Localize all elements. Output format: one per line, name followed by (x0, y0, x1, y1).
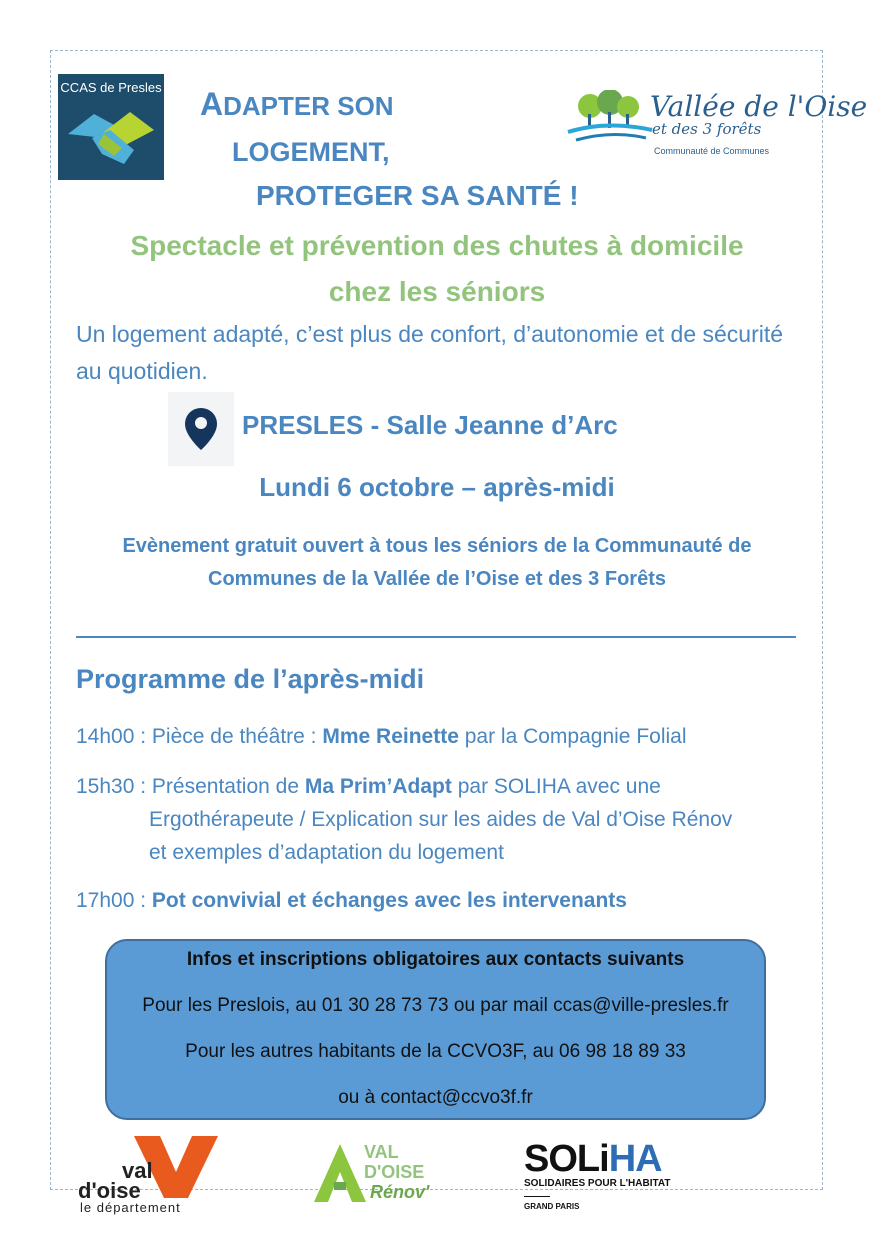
title-line-3: PROTEGER SA SANTÉ ! (256, 180, 579, 211)
program-highlight: Mme Reinette (322, 725, 459, 748)
soliha-wordmark-b: HA (608, 1138, 662, 1180)
program-text: Pièce de théâtre : (151, 725, 323, 748)
handshake-icon (64, 104, 158, 174)
subtitle-line-2: chez les séniors (328, 276, 546, 307)
title-line-1 (200, 86, 394, 123)
title-rest: DAPTER SON (223, 91, 394, 121)
program-time: 17h00 : (76, 889, 152, 912)
info-contact-email: ou à contact@ccvo3f.fr (338, 1087, 533, 1108)
valdoise-departement-logo (78, 1136, 228, 1216)
info-heading: Infos et inscriptions obligatoires aux contacts suivants (186, 949, 685, 970)
soliha-wordmark (524, 1138, 662, 1181)
renov-text-3: Rénov' (370, 1182, 430, 1202)
valdoise-renov-logo (314, 1140, 456, 1206)
subtitle-line-1: Spectacle et prévention des chutes à domicile (130, 230, 744, 261)
renov-text-2: D'OISE (364, 1162, 425, 1182)
location-text: PRESLES - Salle Jeanne d’Arc (242, 410, 618, 440)
program-highlight: Ma Prim’Adapt (304, 775, 452, 798)
location-pin-icon (185, 408, 217, 450)
program-item (76, 884, 816, 917)
program-text: par la Compagnie Folial (458, 725, 687, 748)
info-contact-preslois: Pour les Preslois, au 01 30 28 73 73 ou par mail ccas@ville-presles.fr (142, 995, 729, 1016)
event-line-2: Communes de la Vallée de l’Oise et des 3 Forêts (208, 568, 666, 590)
vallee-logo-subtitle: et des 3 forêts (652, 120, 762, 138)
valdoise-text-3: le département (80, 1200, 181, 1215)
program-text: Présentation de (151, 775, 305, 798)
program-title: Programme de l’après-midi (76, 664, 425, 694)
program-item (76, 770, 816, 869)
ccas-logo-text: CCAS de Presles (60, 80, 162, 95)
info-box (105, 939, 766, 1120)
renov-text-1: VAL (364, 1142, 399, 1162)
vallee-logo-title: Vallée de l'Oise (650, 90, 868, 123)
program-highlight: Pot convivial et échanges avec les intervenants (151, 889, 627, 912)
title-initial: A (200, 86, 224, 122)
soliha-tagline: SOLIDAIRES POUR L'HABITAT (524, 1178, 671, 1189)
intro-text: Un logement adapté, c’est plus de confort, d’autonomie et de sécurité au quotidien. (76, 321, 784, 384)
program-text: par SOLIHA avec une (451, 775, 661, 798)
divider (76, 636, 796, 638)
soliha-region: GRAND PARIS (524, 1202, 580, 1211)
event-description (60, 530, 814, 596)
soliha-logo (524, 1138, 694, 1214)
event-line-1: Evènement gratuit ouvert à tous les séniors de la Communauté de (122, 535, 752, 557)
program-text-continued: Ergothérapeute / Explication sur les aides de Val d’Oise Rénov (149, 808, 733, 831)
program-time: 15h30 : (76, 775, 152, 798)
soliha-divider (524, 1196, 550, 1197)
vallee-oise-logo (566, 88, 868, 160)
house-a-icon (314, 1144, 366, 1204)
event-date: Lundi 6 octobre – après-midi (259, 472, 615, 502)
title-line-2: LOGEMENT, (232, 137, 390, 167)
program-time: 14h00 : (76, 725, 152, 748)
vallee-logo-caption: Communauté de Communes (654, 146, 770, 156)
info-contact-others: Pour les autres habitants de la CCVO3F, au 06 98 18 89 33 (185, 1041, 686, 1062)
trees-icon (566, 90, 656, 150)
ccas-logo (58, 74, 164, 180)
valdoise-text-1: val (122, 1158, 153, 1183)
valdoise-text-2: d'oise (78, 1178, 141, 1203)
soliha-wordmark-a: SOLi (524, 1138, 609, 1180)
program-text-continued: et exemples d’adaptation du logement (149, 841, 504, 864)
location-pin-box (168, 392, 234, 466)
program-item (76, 720, 816, 753)
